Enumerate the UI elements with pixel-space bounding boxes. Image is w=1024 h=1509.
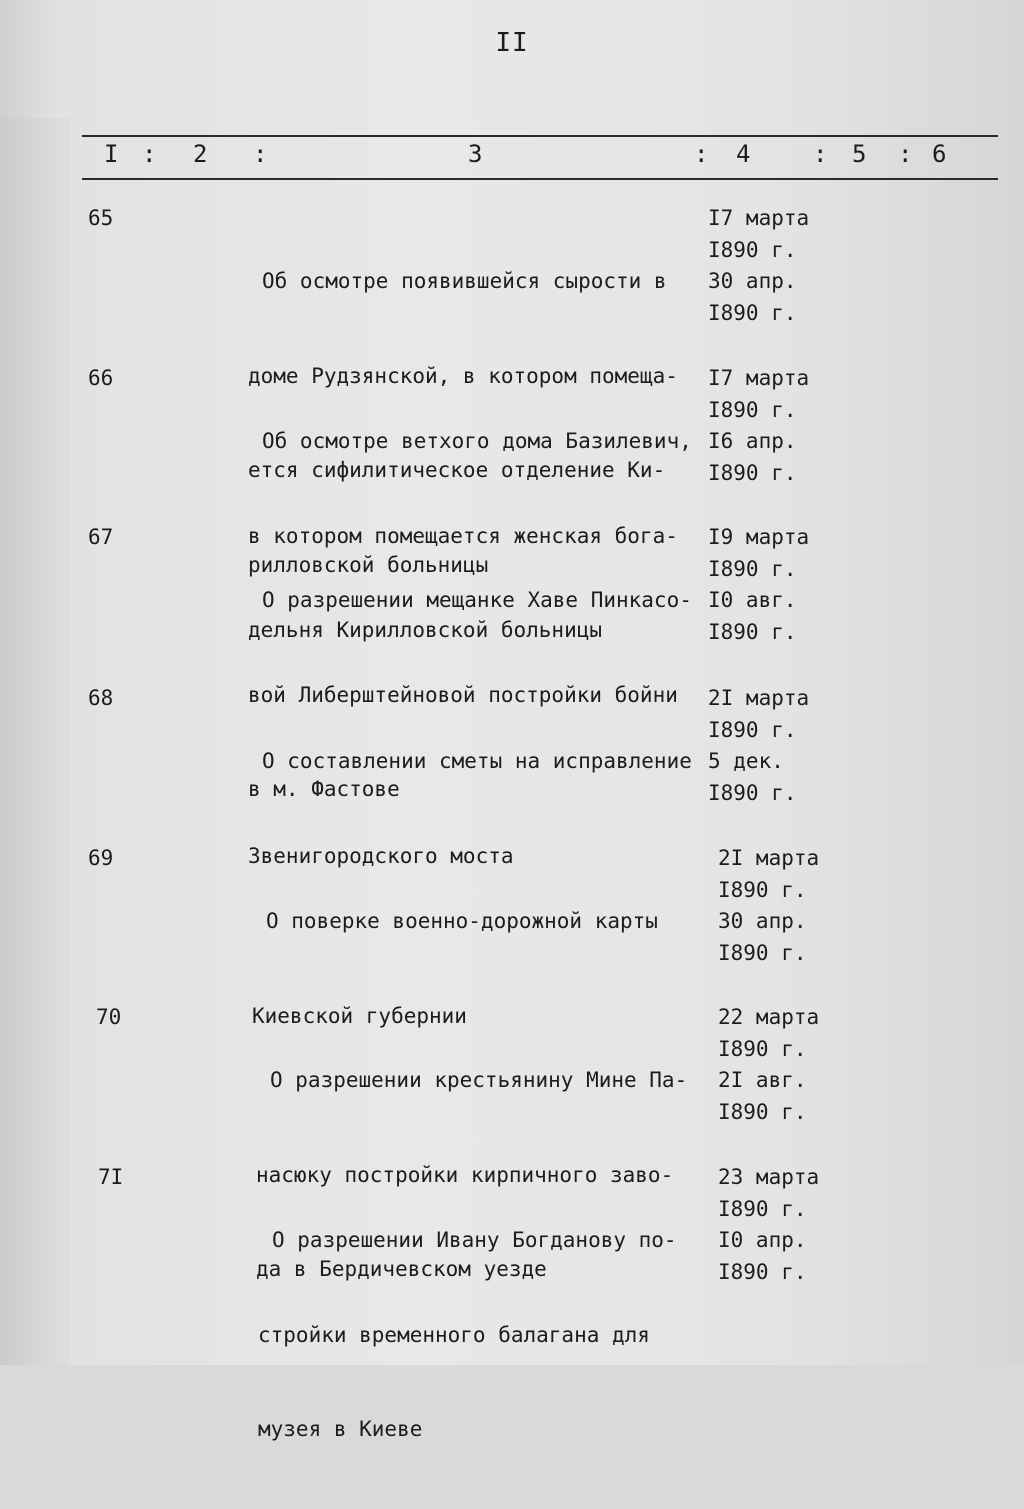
date-start-year: I890 г. bbox=[718, 1196, 807, 1221]
description-line: О составлении сметы на исправление bbox=[262, 749, 692, 773]
description-line: стройки временного балагана для bbox=[258, 1322, 650, 1347]
date-start-year: I890 г. bbox=[708, 237, 797, 262]
date-start: 22 марта bbox=[718, 1005, 820, 1029]
column-header-5: 5 bbox=[852, 140, 867, 168]
date-end-year: I890 г. bbox=[708, 619, 797, 644]
date-end: I6 апр. bbox=[708, 429, 797, 453]
date-end: I0 авг. bbox=[708, 588, 797, 612]
column-separator: : bbox=[898, 140, 913, 168]
row-dates bbox=[708, 683, 838, 809]
date-end-year: I890 г. bbox=[718, 1259, 807, 1284]
row-number: 69 bbox=[88, 846, 114, 870]
description-line: Звенигородского моста bbox=[248, 843, 514, 868]
description-line: Об осмотре ветхого дома Базилевич, bbox=[262, 429, 692, 453]
header-bottom-rule bbox=[82, 178, 998, 180]
description-line: Об осмотре появившейся сырости в bbox=[262, 269, 667, 293]
date-end-year: I890 г. bbox=[708, 460, 797, 485]
date-start-year: I890 г. bbox=[708, 556, 797, 581]
description-line: насюку постройки кирпичного заво- bbox=[256, 1162, 674, 1187]
row-dates bbox=[718, 1162, 848, 1288]
column-header-4: 4 bbox=[736, 140, 751, 168]
date-start-year: I890 г. bbox=[718, 1036, 807, 1061]
row-dates bbox=[708, 203, 838, 329]
description-line: ется сифилитическое отделение Ки- bbox=[248, 458, 666, 482]
row-number: 70 bbox=[96, 1005, 122, 1029]
date-end: 5 дек. bbox=[708, 749, 784, 773]
date-end-year: I890 г. bbox=[718, 940, 807, 965]
date-end: I0 апр. bbox=[718, 1228, 807, 1252]
row-number: 7I bbox=[98, 1165, 124, 1189]
description-line: в м. Фастове bbox=[248, 777, 400, 801]
date-start: I7 марта bbox=[708, 206, 810, 230]
date-end-year: I890 г. bbox=[708, 300, 797, 325]
row-dates bbox=[718, 843, 848, 969]
row-dates bbox=[708, 363, 838, 489]
date-start: 2I марта bbox=[718, 846, 820, 870]
row-number: 67 bbox=[88, 525, 114, 549]
date-start-year: I890 г. bbox=[708, 717, 797, 742]
date-start: 2I марта bbox=[708, 686, 810, 710]
description-line: дельня Кирилловской больницы bbox=[248, 618, 603, 642]
column-separator: : bbox=[253, 140, 268, 168]
column-separator: : bbox=[694, 140, 709, 168]
description-line: О разрешении Ивану Богданову по- bbox=[272, 1228, 677, 1252]
date-start: I7 марта bbox=[708, 366, 810, 390]
column-header-6: 6 bbox=[932, 140, 947, 168]
date-start-year: I890 г. bbox=[708, 397, 797, 422]
column-header-1: I bbox=[104, 140, 119, 168]
date-end: 30 апр. bbox=[708, 269, 797, 293]
table-row bbox=[0, 1162, 1024, 1441]
description-line: доме Рудзянской, в котором помеща- bbox=[248, 363, 678, 388]
description-line: в котором помещается женская бога- bbox=[248, 523, 678, 548]
column-header-2: 2 bbox=[193, 140, 208, 168]
date-start-year: I890 г. bbox=[718, 877, 807, 902]
page-number: II bbox=[495, 28, 529, 58]
description-line: вой Либерштейновой постройки бойни bbox=[248, 682, 678, 707]
date-start: 23 марта bbox=[718, 1165, 820, 1189]
row-dates bbox=[708, 522, 838, 648]
description-line: О разрешении крестьянину Мине Па- bbox=[270, 1068, 688, 1092]
column-separator: : bbox=[813, 140, 828, 168]
date-end: 2I авг. bbox=[718, 1068, 807, 1092]
description-line: О разрешении мещанке Хаве Пинкасо- bbox=[262, 588, 692, 612]
header-top-rule bbox=[82, 135, 998, 137]
date-end-year: I890 г. bbox=[718, 1099, 807, 1124]
row-dates bbox=[718, 1002, 848, 1128]
date-start: I9 марта bbox=[708, 525, 810, 549]
row-number: 66 bbox=[88, 366, 114, 390]
date-end: 30 апр. bbox=[718, 909, 807, 933]
date-end-year: I890 г. bbox=[708, 780, 797, 805]
row-description bbox=[258, 1162, 742, 1509]
column-separator: : bbox=[142, 140, 157, 168]
description-line: музея в Киеве bbox=[258, 1417, 423, 1441]
description-line: Киевской губернии bbox=[252, 1003, 467, 1028]
description-line: О поверке военно-дорожной карты bbox=[266, 909, 658, 933]
description-line: рилловской больницы bbox=[248, 552, 489, 577]
column-header-3: 3 bbox=[468, 140, 483, 168]
row-number: 68 bbox=[88, 686, 114, 710]
description-line: да в Бердичевском уезде bbox=[256, 1257, 547, 1281]
row-number: 65 bbox=[88, 206, 114, 230]
